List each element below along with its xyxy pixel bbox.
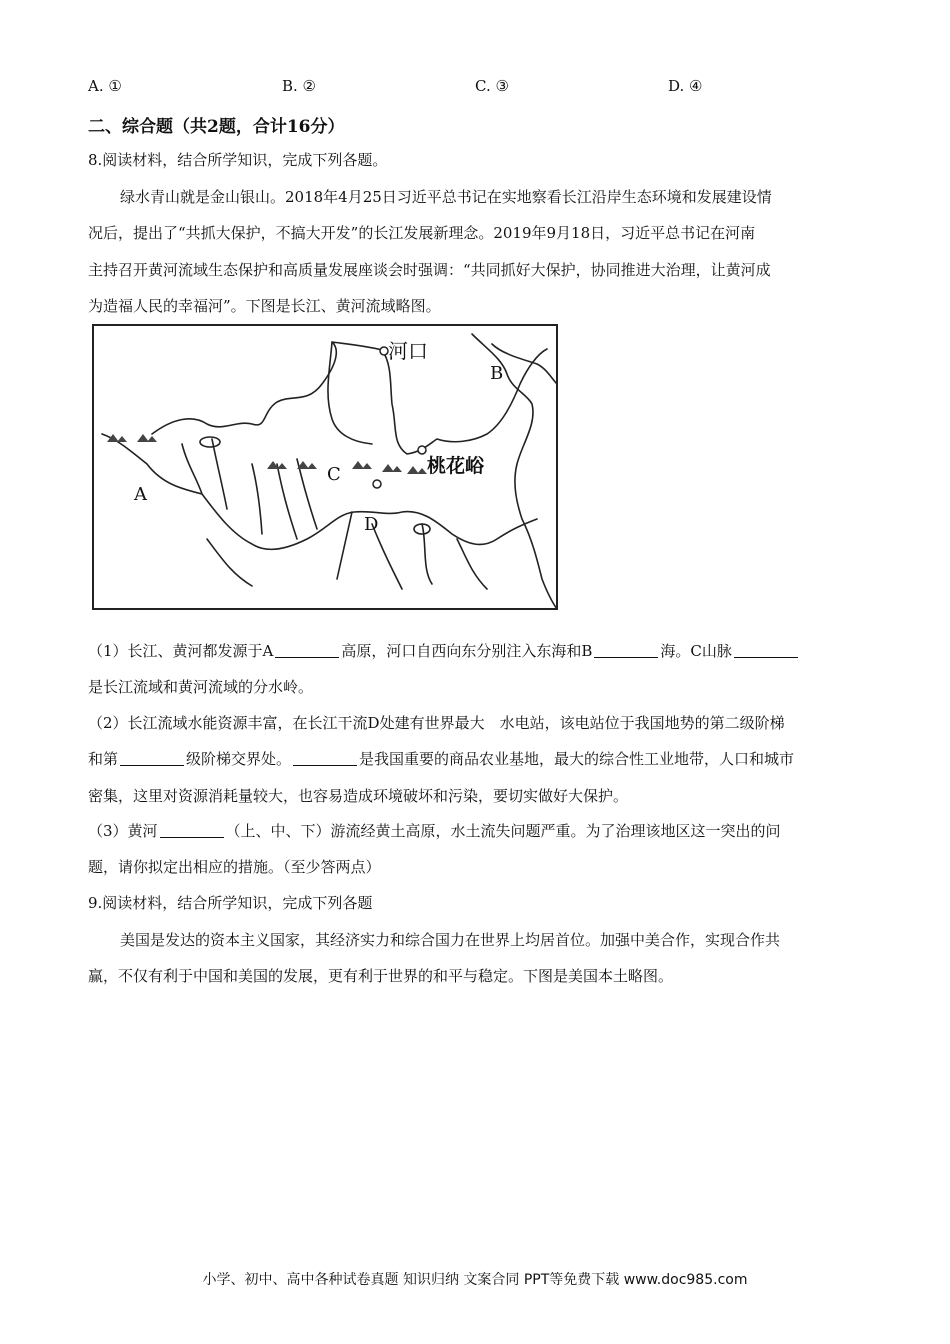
option-c: C. ③ [475, 77, 509, 95]
map-label-hekou: 河口 [388, 339, 428, 363]
q8-sub2-line2 [88, 748, 794, 769]
q8-material-line: 绿水青山就是金山银山。2018年4月25日习近平总书记在实地察看长江沿岸生态环境和发展建设情 [120, 188, 772, 206]
q8-sub1-text: 海。C山脉 [660, 642, 732, 660]
q8-stem: 8.阅读材料，结合所学知识，完成下列各题。 [88, 151, 388, 169]
q9-material-line: 美国是发达的资本主义国家，其经济实力和综合国力在世界上均居首位。加强中美合作，实现合作共 [120, 931, 781, 949]
q8-sub1-line1 [88, 640, 800, 661]
q8-sub2-line3: 密集，这里对资源消耗量较大，也容易造成环境破坏和污染，要切实做好大保护。 [88, 787, 629, 805]
answer-blank[interactable] [120, 764, 184, 766]
option-b: B. ② [282, 77, 317, 95]
map-label-b: B [490, 363, 504, 384]
q8-sub3-text: （3）黄河 [88, 822, 158, 840]
option-a: A. ① [88, 77, 122, 95]
map-label-a: A [134, 484, 147, 505]
q8-sub2-text: 是我国重要的商品农业基地，最大的综合性工业地带，人口和城市 [359, 750, 795, 768]
map-label-c: C [327, 464, 341, 485]
q8-material-line: 为造福人民的幸福河”。下图是长江、黄河流域略图。 [88, 297, 441, 315]
q8-sub3-line1 [88, 820, 781, 841]
q8-material-line: 况后，提出了“共抓大保护，不搞大开发”的长江发展新理念。2019年9月18日，习近平总书记在河南 [88, 224, 756, 242]
map-label-taohuayu: 桃花峪 [427, 455, 485, 477]
q8-sub2-line1: （2）长江流域水能资源丰富，在长江干流D处建有世界最大 水电站，该电站位于我国地势的第二级阶梯 [88, 714, 785, 732]
answer-blank[interactable] [734, 656, 798, 658]
q8-sub3-text: （上、中、下）游流经黄土高原，水土流失问题严重。为了治理该地区这一突出的问 [225, 822, 781, 840]
q8-sub1-text: 高原，河口自西向东分别注入东海和B [341, 642, 593, 660]
q8-material-line: 主持召开黄河流域生态保护和高质量发展座谈会时强调：“共同抓好大保护，协同推进大治理，让黄河成 [88, 261, 771, 279]
section-title: 二、综合题（共2题，合计16分） [88, 117, 345, 137]
page-footer: 小学、初中、高中各种试卷真题 知识归纳 文案合同 PPT等免费下载 www.doc985.com [202, 1272, 748, 1288]
q8-sub1-line2: 是长江流域和黄河流域的分水岭。 [88, 678, 314, 696]
q9-stem: 9.阅读材料，结合所学知识，完成下列各题 [88, 894, 373, 912]
q9-material-line: 赢，不仅有利于中国和美国的发展，更有利于世界的和平与稳定。下图是美国本土略图。 [88, 967, 674, 985]
q8-sub2-text: 和第 [88, 750, 119, 768]
q8-sub1-text: （1）长江、黄河都发源于A [88, 642, 274, 660]
yangtze-yellow-river-map [92, 324, 558, 610]
q8-sub3-line2: 题，请你拟定出相应的措施。（至少答两点） [88, 858, 381, 876]
q8-sub2-text: 级阶梯交界处。 [186, 750, 292, 768]
answer-blank[interactable] [293, 764, 357, 766]
answer-blank[interactable] [275, 656, 339, 658]
answer-blank[interactable] [594, 656, 658, 658]
map-label-d: D [364, 514, 379, 535]
option-d: D. ④ [668, 77, 703, 95]
answer-blank[interactable] [160, 836, 224, 838]
